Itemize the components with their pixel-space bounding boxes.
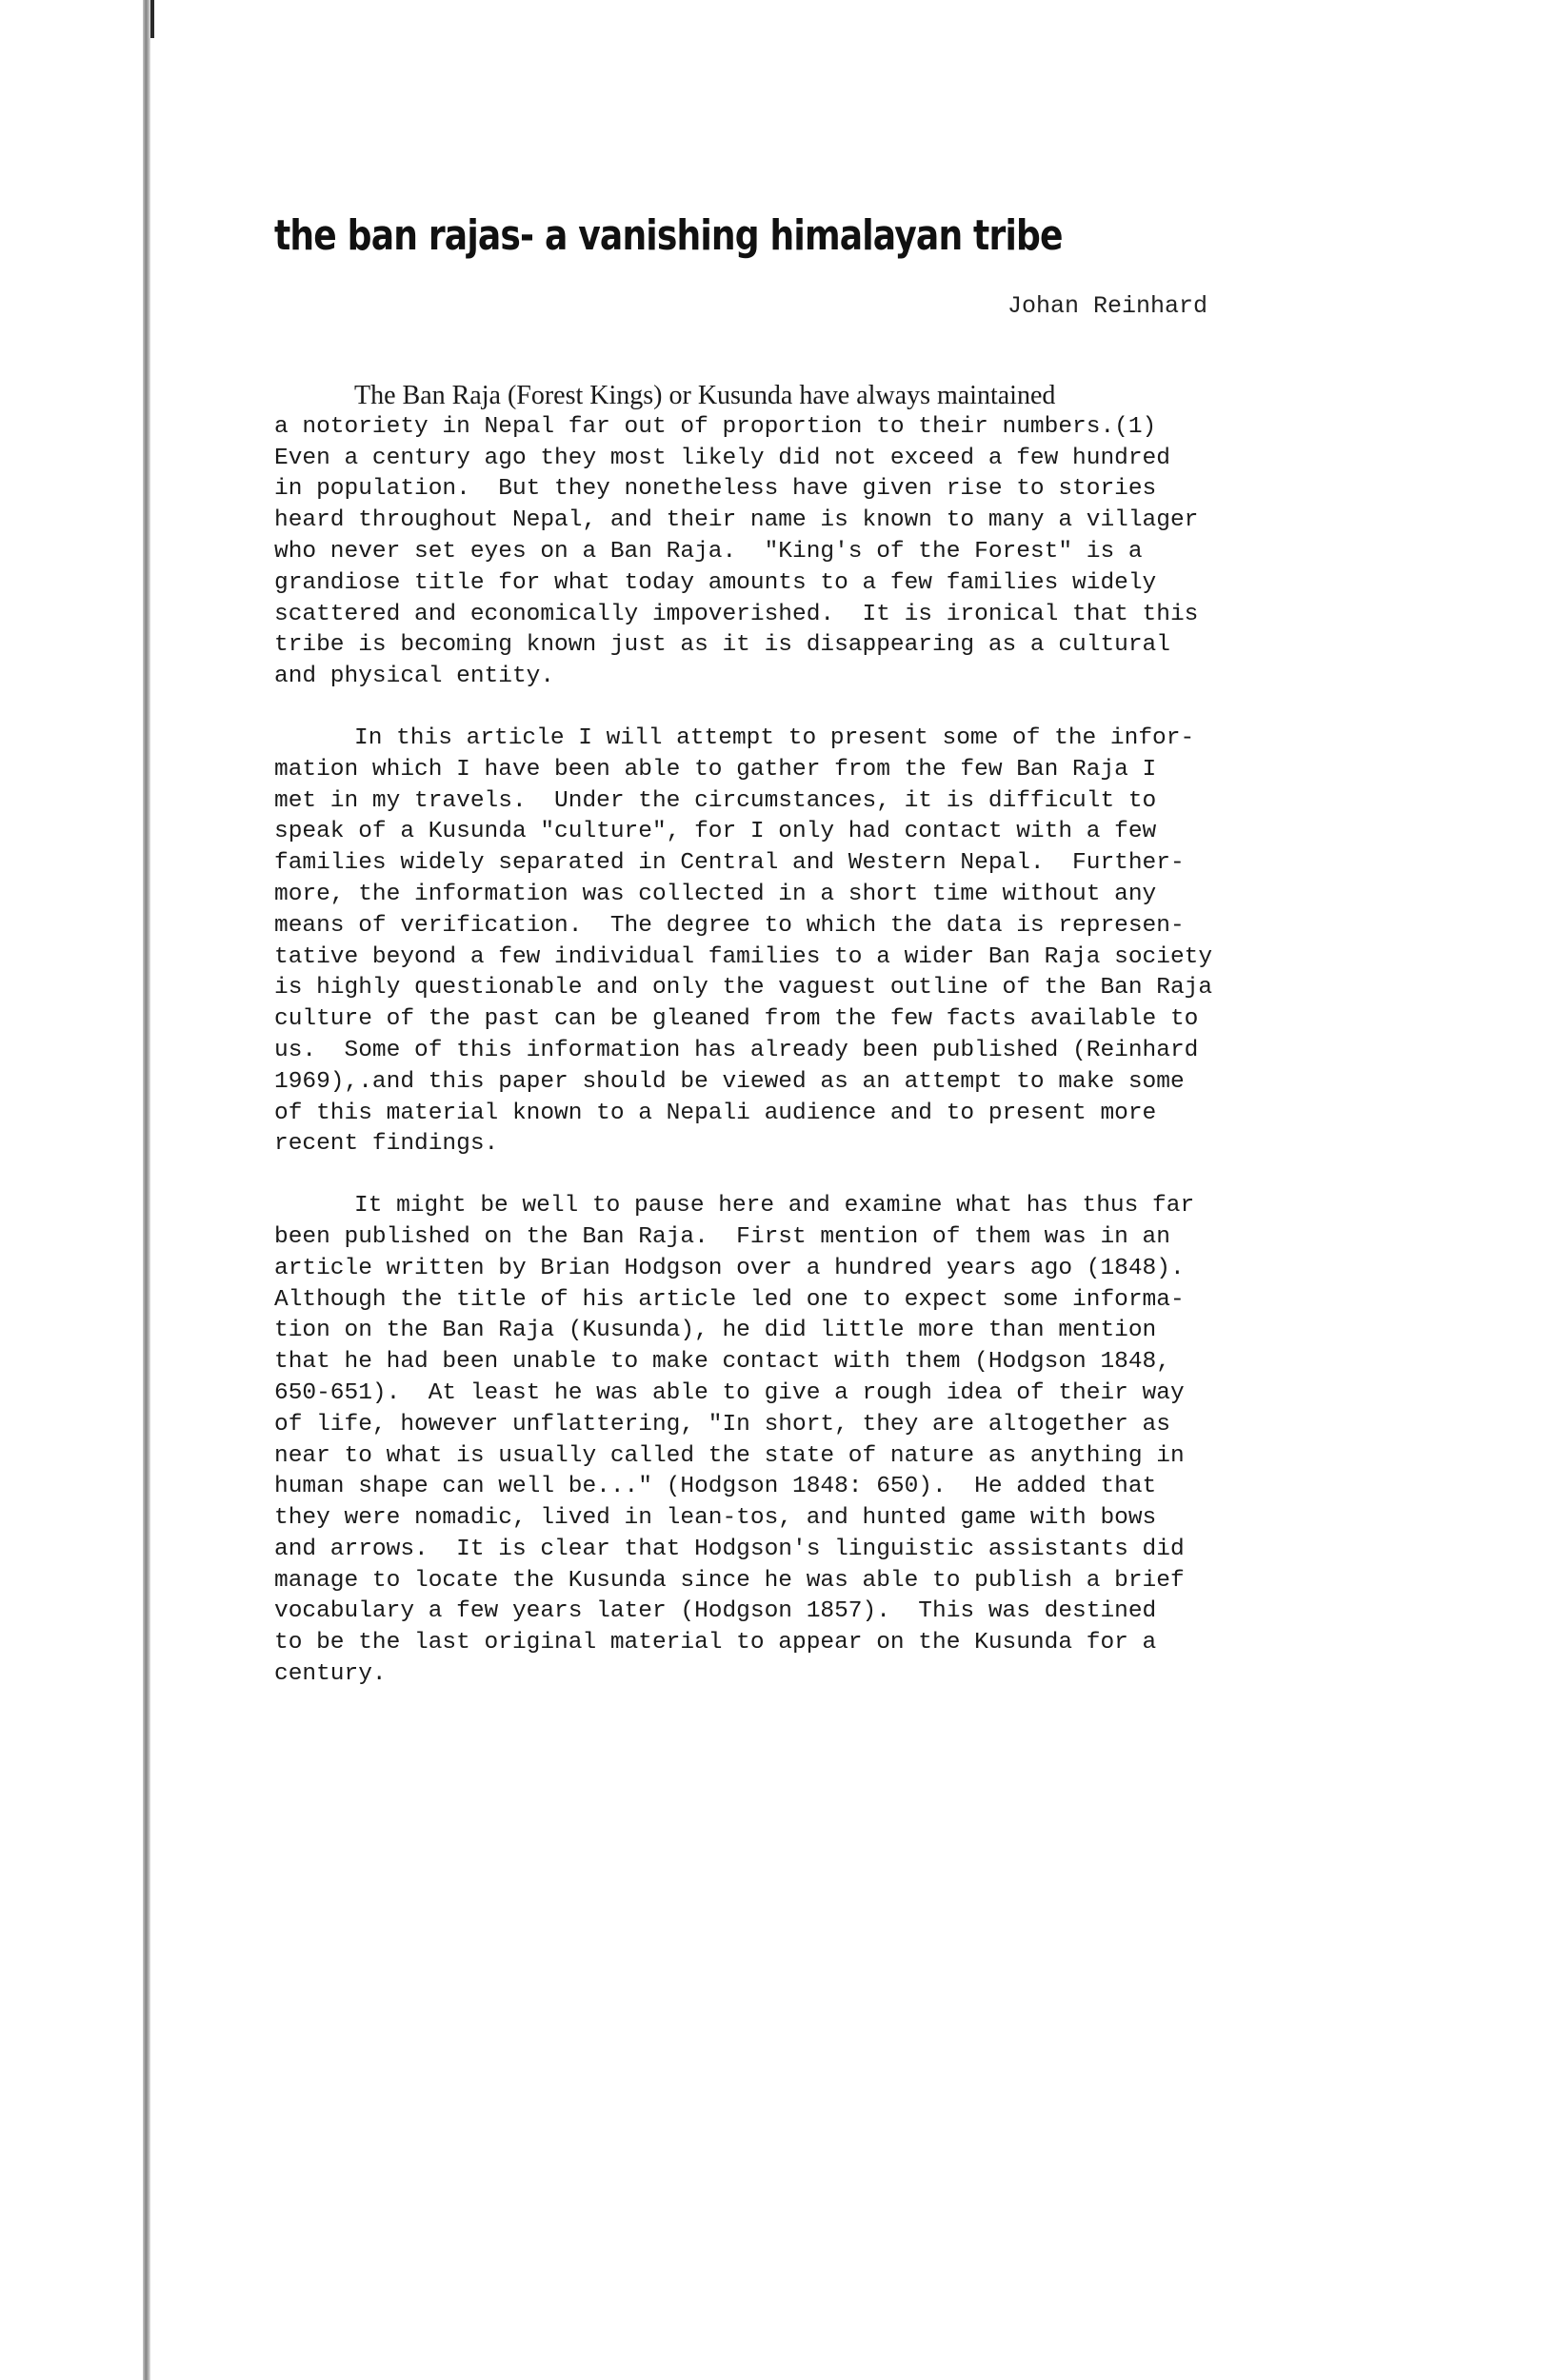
article-body: [274, 381, 1322, 1691]
text-line: tative beyond a few individual families to a wider Ban Raja society: [274, 943, 1213, 970]
text-line: Although the title of his article led one to expect some informa-: [274, 1286, 1185, 1313]
text-line: In this article I will attempt to present some of the infor-: [354, 724, 1195, 751]
text-line: and physical entity.: [274, 664, 555, 690]
text-line: more, the information was collected in a short time without any: [274, 881, 1157, 907]
text-line: of life, however unflattering, "In short, they are altogether as: [274, 1411, 1170, 1438]
text-line: means of verification. The degree to which the data is represen-: [274, 912, 1185, 939]
text-line: us. Some of this information has already been published (Reinhard: [274, 1037, 1199, 1063]
text-line: been published on the Ban Raja. First mention of them was in an: [274, 1223, 1170, 1250]
text-line: they were nomadic, lived in lean-tos, and hunted game with bows: [274, 1505, 1157, 1532]
text-line: century.: [274, 1661, 387, 1688]
text-line: scattered and economically impoverished. It is ironical that this: [274, 601, 1199, 627]
text-line: The Ban Raja (Forest Kings) or Kusunda have always maintained: [354, 381, 1056, 410]
text-line: recent findings.: [274, 1131, 499, 1158]
text-line: in population. But they nonetheless have given rise to stories: [274, 476, 1157, 503]
text-line: tribe is becoming known just as it is disappearing as a cultural: [274, 632, 1170, 659]
text-line: 1969),.and this paper should be viewed as an attempt to make some: [274, 1068, 1185, 1095]
text-line: a notoriety in Nepal far out of proportion to their numbers.(1): [274, 413, 1157, 440]
text-line: culture of the past can be gleaned from the few facts available to: [274, 1006, 1199, 1033]
text-line: 650-651). At least he was able to give a rough idea of their way: [274, 1379, 1185, 1406]
text-line: speak of a Kusunda "culture", for I only had contact with a few: [274, 819, 1157, 845]
text-line: and arrows. It is clear that Hodgson's linguistic assistants did: [274, 1536, 1185, 1562]
text-line: human shape can well be..." (Hodgson 1848: 650). He added that: [274, 1474, 1157, 1500]
text-line: near to what is usually called the state of nature as anything in: [274, 1442, 1185, 1469]
text-line: manage to locate the Kusunda since he was able to publish a brief: [274, 1567, 1185, 1594]
text-line: vocabulary a few years later (Hodgson 1857). This was destined: [274, 1598, 1157, 1625]
text-line: tion on the Ban Raja (Kusunda), he did little more than mention: [274, 1318, 1157, 1344]
text-line: families widely separated in Central and Western Nepal. Further-: [274, 850, 1185, 877]
text-line: grandiose title for what today amounts to a few families widely: [274, 569, 1157, 596]
text-line: mation which I have been able to gather from the few Ban Raja I: [274, 756, 1157, 783]
article-author: Johan Reinhard: [1007, 292, 1207, 320]
text-line: met in my travels. Under the circumstances, it is difficult to: [274, 787, 1157, 814]
text-line: heard throughout Nepal, and their name is known to many a villager: [274, 507, 1199, 534]
article-title: the ban rajas- a vanishing himalayan tribe: [274, 211, 1063, 260]
text-line: is highly questionable and only the vaguest outline of the Ban Raja: [274, 975, 1213, 1002]
text-line: to be the last original material to appear on the Kusunda for a: [274, 1630, 1157, 1656]
text-line: that he had been unable to make contact with them (Hodgson 1848,: [274, 1349, 1170, 1376]
paragraph-1: [274, 381, 1322, 693]
paragraph-2: [274, 724, 1322, 1160]
paragraph-3: [274, 1191, 1322, 1691]
text-line: of this material known to a Nepali audience and to present more: [274, 1100, 1157, 1126]
text-line: Even a century ago they most likely did not exceed a few hundred: [274, 445, 1170, 471]
text-line: It might be well to pause here and examine what has thus far: [354, 1193, 1195, 1220]
text-line: article written by Brian Hodgson over a hundred years ago (1848).: [274, 1255, 1185, 1281]
text-line: who never set eyes on a Ban Raja. "King's of the Forest" is a: [274, 538, 1143, 565]
document-page: [274, 209, 1322, 1721]
page-binding-edge: [143, 0, 150, 2380]
page-binding-mark: [150, 0, 154, 38]
